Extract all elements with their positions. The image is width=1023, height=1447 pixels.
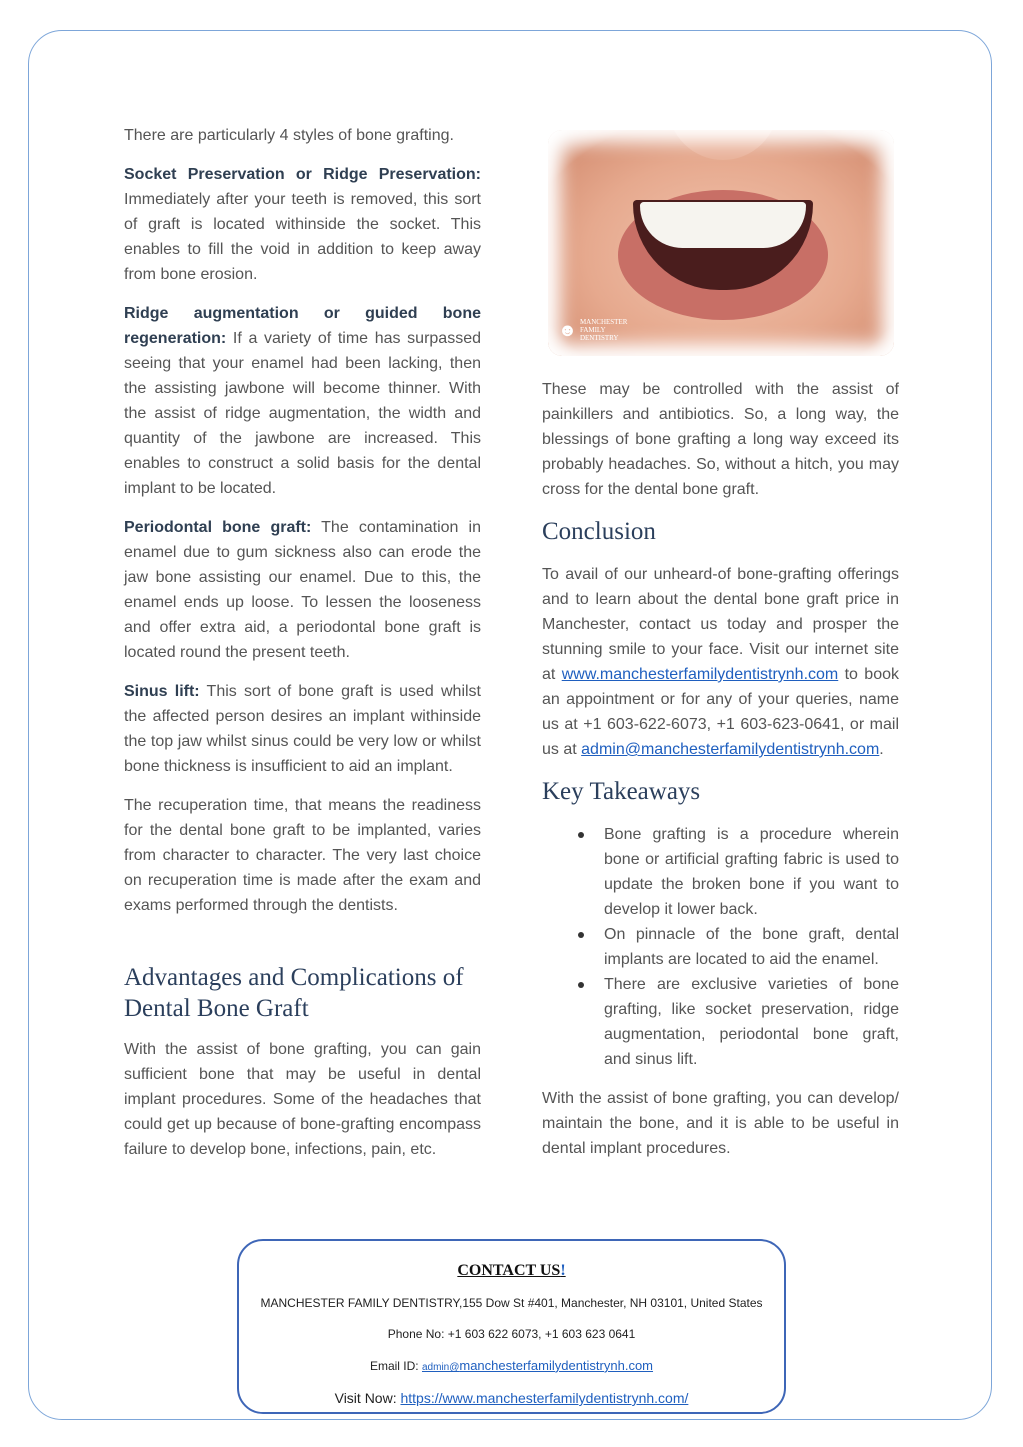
periodontal-graft-paragraph <box>124 515 481 665</box>
socket-preservation-text: Immediately after your teeth is removed, this sort of graft is located withinside the socket. This enables to fill the void in addition to keep away from bone erosion. <box>124 191 481 283</box>
logo-line-1: MANCHESTER <box>579 318 628 326</box>
conclusion-heading: Conclusion <box>542 518 656 545</box>
conclusion-text-3: . <box>879 741 884 758</box>
ridge-augmentation-heading: Ridge augmentation or guided bone regeneration: <box>124 305 481 347</box>
sinus-lift-text: This sort of bone graft is used whilst the affected person desires an implant withinside the top jaw whilst sinus could be very low or whilst bone thickness is insufficient to aid an implant. <box>124 683 481 775</box>
key-takeaways-heading: Key Takeaways <box>542 778 701 805</box>
sinus-lift-heading: Sinus lift: <box>124 683 200 700</box>
final-paragraph: With the assist of bone grafting, you can develop/ maintain the bone, and it is able to be useful in dental implant procedures. <box>542 1090 899 1157</box>
ridge-augmentation-paragraph <box>124 301 481 501</box>
complications-paragraph: These may be controlled with the assist of painkillers and antibiotics. So, a long way, the blessings of bone grafting a long way exceed its probably headaches. So, without a hitch, you may cross for the dental bone graft. <box>542 381 899 498</box>
socket-preservation-paragraph <box>124 162 481 287</box>
conclusion-text-2: to book an appointment or for any of your queries, name us at +1 603-622-6073, +1 603-623-0641, or mail us at <box>542 666 899 758</box>
email-label: Email ID: <box>369 1359 422 1373</box>
clinic-logo <box>558 318 627 342</box>
ridge-augmentation-text: If a variety of time has surpassed seeing that your enamel had been lacking, then the assisting jawbone will become thinner. With the assist of ridge augmentation, the width and quantity of the jawbone are increased. This enables to construct a solid basis for the dental implant to be located. <box>124 330 481 497</box>
teeth-shape <box>640 202 806 248</box>
contact-address: MANCHESTER FAMILY DENTISTRY,155 Dow St #401, Manchester, NH 03101, United States <box>260 1296 763 1310</box>
contact-email-link[interactable] <box>422 1359 653 1373</box>
conclusion-paragraph <box>542 562 899 762</box>
socket-preservation-heading: Socket Preservation or Ridge Preservation: <box>124 166 481 183</box>
logo-text <box>580 318 627 342</box>
contact-visit-row <box>239 1391 784 1406</box>
email-domain: manchesterfamilydentistrynh.com <box>459 1358 654 1373</box>
contact-title-text: CONTACT US <box>457 1262 561 1279</box>
conclusion-text-1: To avail of our unheard-of bone-grafting offerings and to learn about the dental bone graft price in Manchester, contact us today and prosper the stunning smile to your face. Visit our internet site at <box>542 566 899 683</box>
periodontal-graft-text: The contamination in enamel due to gum sickness also can erode the jaw bone assisting our enamel. Due to this, the enamel ends up loose. To lessen the looseness and offer extra aid, a periodontal bone graft is located round the present teeth. <box>124 519 482 661</box>
nose-shape <box>668 130 778 160</box>
intro-paragraph: There are particularly 4 styles of bone grafting. <box>124 127 454 144</box>
lips-shape <box>618 190 828 320</box>
mouth-shape <box>633 200 813 290</box>
tooth-icon: ☻ <box>558 320 577 340</box>
takeaway-item: Bone grafting is a procedure wherein bone or artificial grafting fabric is used to update the broken bone if you want to develop it lower back. <box>604 822 899 922</box>
contact-title-bang: ! <box>560 1262 566 1279</box>
email-prefix: admin@ <box>421 1362 460 1373</box>
logo-line-3: DENTISTRY <box>579 334 619 342</box>
contact-phone: Phone No: +1 603 622 6073, +1 603 623 0641 <box>387 1327 636 1341</box>
sinus-lift-paragraph <box>124 679 481 779</box>
left-column <box>124 123 481 1176</box>
website-link[interactable]: www.manchesterfamilydentistrynh.com <box>561 666 839 683</box>
contact-title <box>239 1262 784 1280</box>
periodontal-graft-heading: Periodontal bone graft: <box>124 519 312 536</box>
recuperation-paragraph: The recuperation time, that means the readiness for the dental bone graft to be implanted, varies from character to character. The very last choice on recuperation time is made after the exam and exams performed through the dentists. <box>124 797 481 914</box>
advantages-paragraph: With the assist of bone grafting, you can gain sufficient bone that may be useful in dental implant procedures. Some of the headaches that could get up because of bone-grafting encompass failure to develop bone, infections, pain, etc. <box>124 1041 481 1158</box>
takeaway-item: On pinnacle of the bone graft, dental implants are located to aid the enamel. <box>604 922 899 972</box>
key-takeaways-list <box>542 822 899 1072</box>
contact-box <box>237 1239 786 1414</box>
contact-email-row <box>239 1358 784 1375</box>
email-link[interactable]: admin@manchesterfamilydentistrynh.com <box>581 741 880 758</box>
smile-photo <box>548 130 894 356</box>
advantages-heading: Advantages and Complications of Dental Bone Graft <box>124 964 464 1022</box>
right-column <box>542 377 899 1175</box>
visit-link[interactable]: https://www.manchesterfamilydentistrynh.com/ <box>400 1390 689 1406</box>
visit-label: Visit Now: <box>334 1390 401 1406</box>
logo-line-2: FAMILY <box>579 326 606 334</box>
takeaway-item: There are exclusive varieties of bone grafting, like socket preservation, ridge augmentation, periodontal bone graft, and sinus lift. <box>604 972 899 1072</box>
